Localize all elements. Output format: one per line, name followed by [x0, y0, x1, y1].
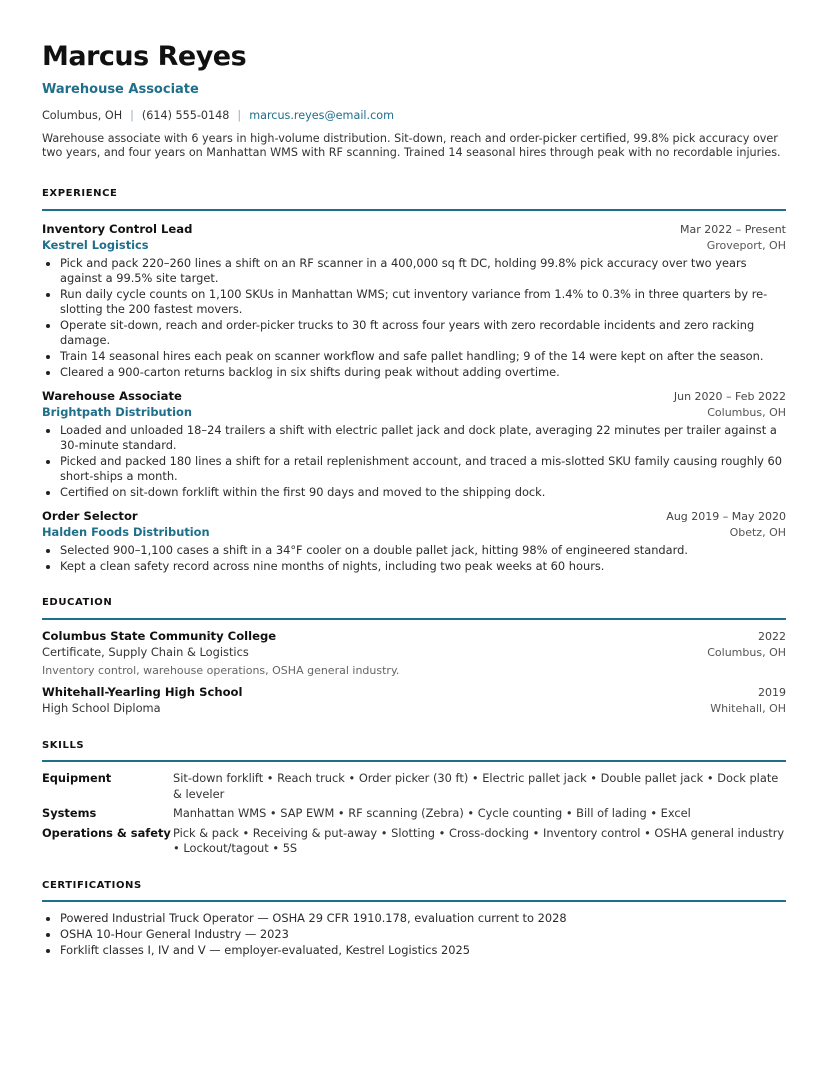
school-year: 2022	[758, 629, 786, 643]
education-entry	[42, 685, 786, 717]
skills-table	[42, 771, 786, 857]
skill-values: Sit-down forklift • Reach truck • Order picker (30 ft) • Electric pallet jack • Double pallet jack • Dock plate & leveler	[173, 771, 779, 801]
school-location: Columbus, OH	[707, 645, 786, 659]
bullet-item: Kept a clean safety record across nine months of nights, including two peak weeks at 60 hours.	[42, 559, 786, 574]
skill-values: Pick & pack • Receiving & put-away • Slotting • Cross-docking • Inventory control • OSHA general industry • Lockout/tagout • 5S	[173, 825, 785, 856]
school-name: Columbus State Community College	[42, 628, 277, 643]
skill-category: Operations & safety	[42, 825, 171, 840]
contact-email[interactable]: marcus.reyes@email.com	[249, 109, 394, 123]
bullet-item: Pick and pack 220–260 lines a shift on an RF scanner in a 400,000 sq ft DC, holding 99.8% pick accuracy over two years against a 99.5% site target.	[42, 256, 786, 286]
job-bullets	[42, 256, 786, 380]
skill-row	[42, 771, 786, 802]
education-note: Inventory control, warehouse operations, OSHA general industry.	[42, 663, 400, 677]
contact-phone: (614) 555-0148	[141, 109, 230, 123]
resume-header	[42, 42, 786, 160]
contact-location: Columbus, OH	[42, 109, 123, 123]
certification-item: Forklift classes I, IV and V — employer-evaluated, Kestrel Logistics 2025	[42, 943, 786, 958]
job-company: Kestrel Logistics	[42, 237, 149, 252]
section-title-education: EDUCATION	[42, 596, 786, 620]
candidate-role: Warehouse Associate	[42, 81, 199, 97]
bullet-item: Cleared a 900-carton returns backlog in six shifts during peak without adding overtime.	[42, 365, 786, 380]
job-dates: Jun 2020 – Feb 2022	[673, 390, 786, 404]
job-title: Inventory Control Lead	[42, 221, 193, 236]
experience-section	[42, 187, 786, 574]
job-entry	[42, 222, 786, 380]
certification-list	[42, 911, 786, 958]
certification-item: OSHA 10-Hour General Industry — 2023	[42, 927, 786, 942]
certifications-section	[42, 879, 786, 959]
job-entry	[42, 509, 786, 574]
skill-row	[42, 806, 786, 822]
bullet-item: Train 14 seasonal hires each peak on scanner workflow and safe pallet handling; 9 of the 14 were kept on after the season.	[42, 349, 786, 364]
school-name: Whitehall-Yearling High School	[42, 684, 243, 699]
education-section	[42, 596, 786, 716]
contact-separator: |	[237, 109, 242, 123]
job-company: Brightpath Distribution	[42, 405, 192, 420]
certification-item: Powered Industrial Truck Operator — OSHA 29 CFR 1910.178, evaluation current to 2028	[42, 911, 786, 926]
skill-values: Manhattan WMS • SAP EWM • RF scanning (Zebra) • Cycle counting • Bill of lading • Excel	[173, 806, 691, 821]
skill-category: Systems	[42, 806, 97, 821]
education-entry	[42, 629, 786, 679]
job-title: Order Selector	[42, 509, 138, 524]
bullet-item: Operate sit-down, reach and order-picker trucks to 30 ft across four years with zero recordable incidents and zero racking damage.	[42, 318, 786, 348]
job-dates: Aug 2019 – May 2020	[666, 510, 786, 524]
section-title-experience: EXPERIENCE	[42, 187, 786, 211]
bullet-item: Run daily cycle counts on 1,100 SKUs in Manhattan WMS; cut inventory variance from 1.4% to 0.3% in three quarters by re-slotting the 200 fastest movers.	[42, 287, 786, 317]
summary-text: Warehouse associate with 6 years in high-volume distribution. Sit-down, reach and order-picker certified, 99.8% pick accuracy over two years, and four years on Manhattan WMS with RF scanning. Trained 14 seasonal hires through peak with no recordable injuries.	[42, 131, 781, 159]
skills-section	[42, 739, 786, 857]
job-location: Columbus, OH	[707, 406, 786, 420]
section-title-certifications: CERTIFICATIONS	[42, 879, 786, 903]
section-title-skills: SKILLS	[42, 739, 786, 763]
skill-category: Equipment	[42, 771, 112, 786]
bullet-item: Certified on sit-down forklift within the first 90 days and moved to the shipping dock.	[42, 485, 786, 500]
job-location: Obetz, OH	[729, 526, 786, 540]
job-dates: Mar 2022 – Present	[679, 222, 786, 236]
school-year: 2019	[758, 685, 786, 699]
contact-line	[42, 108, 786, 123]
skill-row	[42, 826, 786, 857]
degree: High School Diploma	[42, 700, 161, 715]
candidate-name: Marcus Reyes	[42, 41, 247, 72]
bullet-item: Loaded and unloaded 18–24 trailers a shift with electric pallet jack and dock plate, averaging 22 minutes per trailer against a 30-minute standard.	[42, 423, 786, 453]
degree: Certificate, Supply Chain & Logistics	[42, 644, 249, 659]
job-entry	[42, 389, 786, 500]
job-location: Groveport, OH	[706, 238, 786, 252]
bullet-item: Picked and packed 180 lines a shift for a retail replenishment account, and traced a mis-slotted SKU family causing roughly 60 short-ships a month.	[42, 454, 786, 484]
job-bullets	[42, 423, 786, 500]
school-location: Whitehall, OH	[710, 701, 786, 715]
bullet-item: Selected 900–1,100 cases a shift in a 34°F cooler on a double pallet jack, hitting 98% of engineered standard.	[42, 543, 786, 558]
job-title: Warehouse Associate	[42, 389, 182, 404]
job-company: Halden Foods Distribution	[42, 525, 210, 540]
job-bullets	[42, 543, 786, 574]
contact-separator: |	[130, 109, 134, 123]
